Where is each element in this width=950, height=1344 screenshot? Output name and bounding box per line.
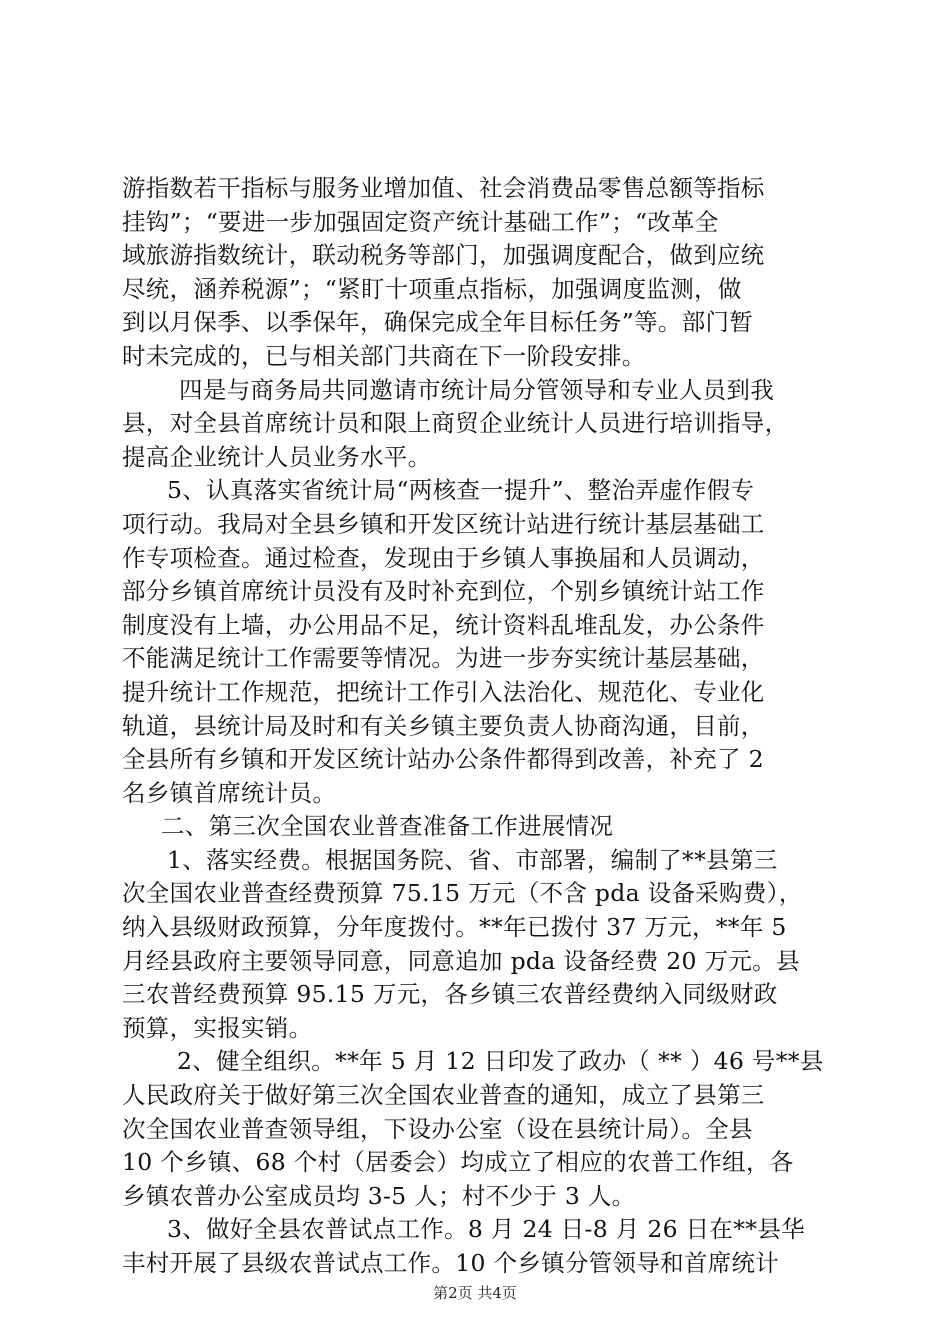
section-heading: 二、第三次全国农业普查准备工作进展情况 — [161, 812, 614, 841]
text-line: 不能满足统计工作需要等情况。为进一步夯实统计基层基础， — [122, 644, 765, 673]
paragraph-first-line: 2、健全组织。**年 5 月 12 日印发了政办（ ** ）46 号**县 — [177, 1047, 824, 1076]
document-body — [122, 172, 834, 1281]
page-footer — [0, 1283, 950, 1303]
page-number: 第2页 共4页 — [433, 1284, 517, 1302]
paragraph-first-line: 3、做好全县农普试点工作。8 月 24 日-8 月 26 日在**县华 — [167, 1215, 805, 1244]
text-line: 挂钩”；“要进一步加强固定资产统计基础工作”；“改革全 — [122, 207, 719, 236]
text-line: 轨道，县统计局及时和有关乡镇主要负责人协商沟通，目前， — [122, 711, 765, 740]
text-line: 三农普经费预算 95.15 万元，各乡镇三农普经费纳入同级财政 — [122, 980, 778, 1009]
text-line: 域旅游指数统计，联动税务等部门，加强调度配合，做到应统 — [122, 241, 765, 270]
text-line: 丰村开展了县级农普试点工作。10 个乡镇分管领导和首席统计 — [122, 1249, 780, 1277]
text-line: 人民政府关于做好第三次全国农业普查的通知，成立了县第三 — [122, 1081, 765, 1110]
text-line: 游指数若干指标与服务业增加值、社会消费品零售总额等指标 — [122, 174, 765, 202]
paragraph-first-line: 5、认真落实省统计局“两核查一提升”、整治弄虚作假专 — [167, 476, 755, 505]
text-line: 10 个乡镇、68 个村（居委会）均成立了相应的农普工作组，各 — [122, 1148, 794, 1177]
text-line: 全县所有乡镇和开发区统计站办公条件都得到改善，补充了 2 — [122, 745, 764, 774]
text-line: 部分乡镇首席统计员没有及时补充到位，个别乡镇统计站工作 — [122, 577, 765, 606]
text-line: 尽统，涵养税源”；“紧盯十项重点指标，加强调度监测，做 — [122, 274, 742, 303]
text-line: 名乡镇首席统计员。 — [122, 778, 337, 807]
text-line: 月经县政府主要领导同意，同意追加 pda 设备经费 20 万元。县 — [122, 946, 800, 975]
text-line: 作专项检查。通过检查，发现由于乡镇人事换届和人员调动， — [122, 543, 765, 572]
text-line: 项行动。我局对全县乡镇和开发区统计站进行统计基层基础工 — [122, 509, 765, 538]
paragraph-first-line: 1、落实经费。根据国务院、省、市部署，编制了**县第三 — [167, 845, 778, 874]
text-line: 提高企业统计人员业务水平。 — [122, 442, 432, 471]
text-line: 提升统计工作规范，把统计工作引入法治化、规范化、专业化 — [122, 677, 765, 706]
text-line: 乡镇农普办公室成员均 3-5 人；村不少于 3 人。 — [122, 1181, 636, 1210]
text-line: 预算，实报实销。 — [122, 1013, 313, 1042]
text-line: 时未完成的，已与相关部门共商在下一阶段安排。 — [122, 341, 646, 370]
text-line: 次全国农业普查领导组，下设办公室（设在县统计局）。全县 — [122, 1114, 753, 1143]
text-line: 纳入县级财政预算，分年度拨付。**年已拨付 37 万元，**年 5 — [122, 913, 787, 942]
text-line: 次全国农业普查经费预算 75.15 万元（不含 pda 设备采购费）， — [122, 879, 803, 908]
text-line: 到以月保季、以季保年，确保完成全年目标任务”等。部门暂 — [122, 308, 754, 337]
text-line: 制度没有上墙，办公用品不足，统计资料乱堆乱发，办公条件 — [122, 610, 765, 639]
text-line: 县，对全县首席统计员和限上商贸企业统计人员进行培训指导， — [122, 409, 789, 438]
paragraph-first-line: 四是与商务局共同邀请市统计局分管领导和专业人员到我 — [179, 375, 774, 404]
